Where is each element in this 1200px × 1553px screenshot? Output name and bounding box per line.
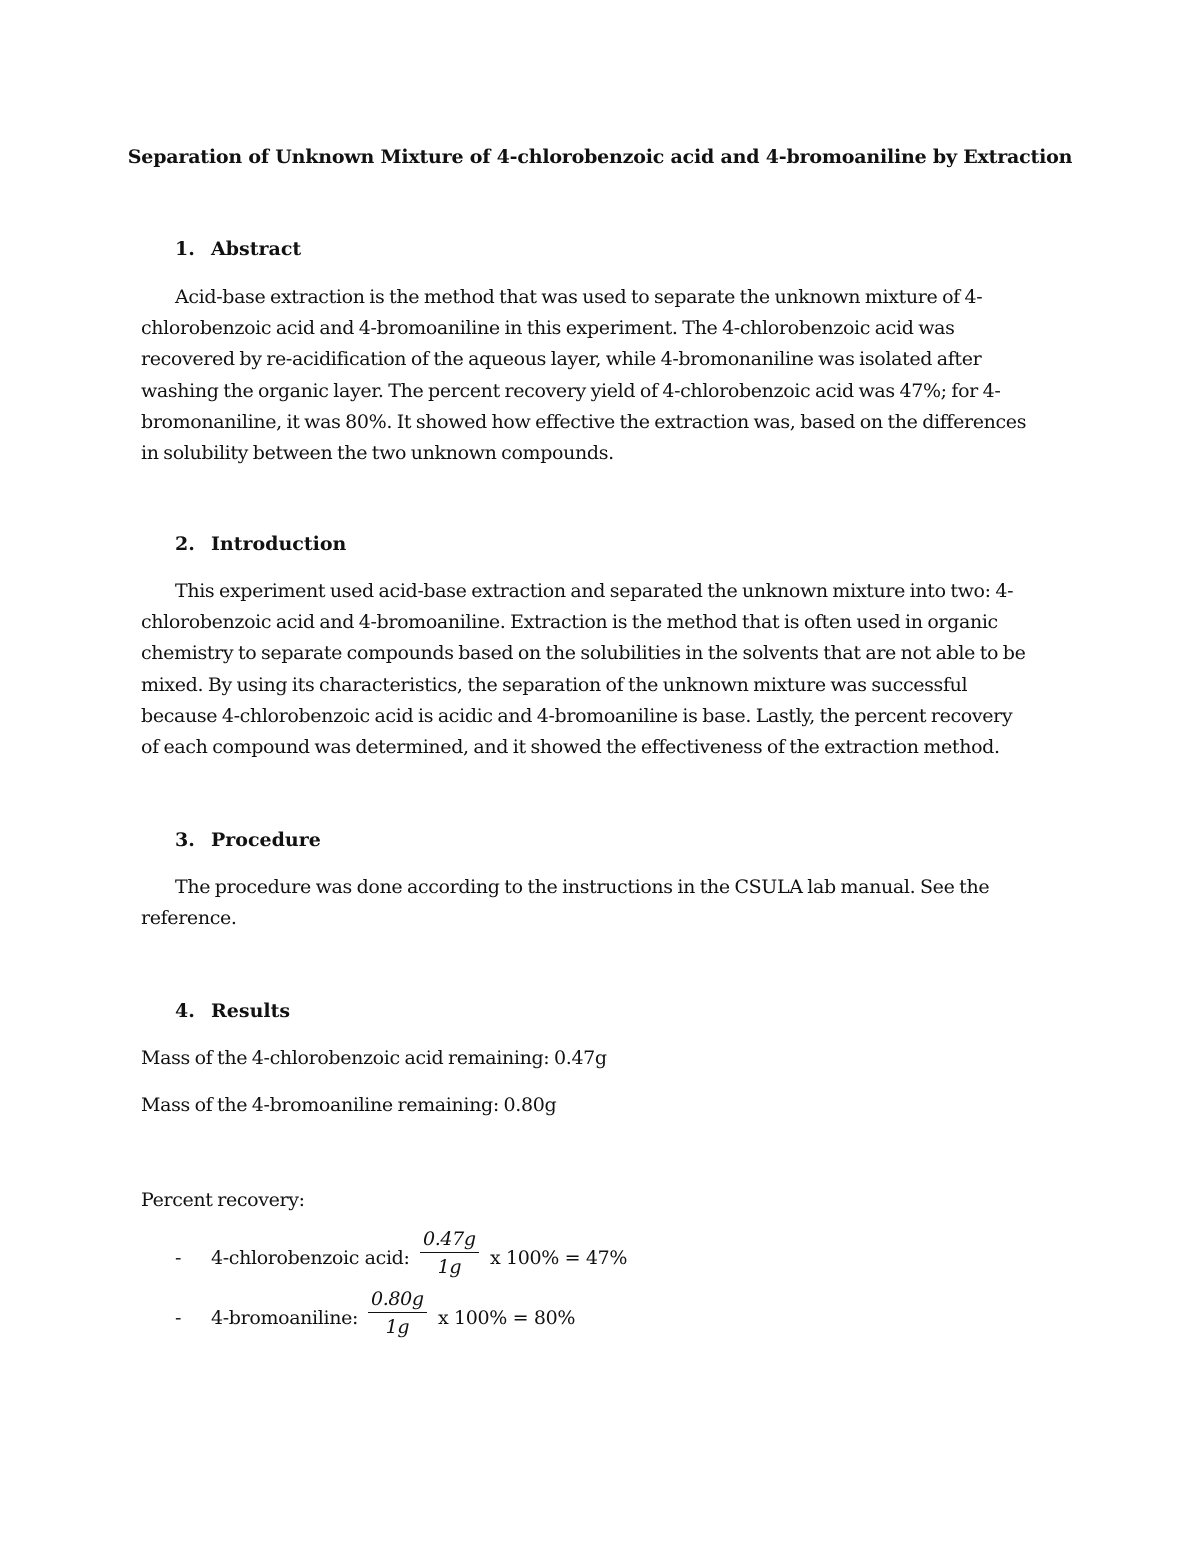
procedure-paragraph (141, 872, 1056, 934)
section-title: Introduction (211, 533, 347, 555)
fraction-numerator: 0.80g (368, 1287, 427, 1313)
abstract-paragraph (141, 282, 1056, 469)
introduction-paragraph (141, 576, 1056, 763)
recovery-item-bromoaniline (175, 1287, 675, 1347)
section-heading-results (175, 997, 290, 1025)
paragraph-line: chlorobenzoic acid and 4-bromoaniline in this experiment. The 4-chlorobenzoic acid was (141, 317, 955, 340)
paragraph-line: mixed. By using its characteristics, the separation of the unknown mixture was successful (141, 673, 968, 696)
paragraph-line: This experiment used acid-base extraction and separated the unknown mixture into two: 4- (175, 580, 1014, 602)
fraction-denominator: 1g (437, 1256, 462, 1278)
recovery-result: x 100% = 47% (490, 1247, 628, 1269)
recovery-fraction (368, 1287, 427, 1341)
recovery-fraction (420, 1227, 479, 1281)
bullet-dash: - (175, 1247, 182, 1269)
section-number: 2. (175, 533, 195, 555)
section-title: Abstract (211, 238, 302, 260)
paragraph-line: chlorobenzoic acid and 4-bromoaniline. Extraction is the method that is often used in organic (141, 611, 998, 634)
paragraph-line: reference. (141, 907, 237, 930)
section-heading-abstract (175, 235, 301, 263)
bullet-dash: - (175, 1307, 182, 1329)
paragraph-line: The procedure was done according to the instructions in the CSULA lab manual. See the (175, 876, 990, 898)
paragraph-line: recovered by re-acidification of the aqueous layer, while 4-bromonaniline was isolated after (141, 348, 982, 371)
compound-label: 4-chlorobenzoic acid: (211, 1247, 410, 1269)
mass-bromoaniline: Mass of the 4-bromoaniline remaining: 0.80g (141, 1094, 557, 1116)
fraction-numerator: 0.47g (420, 1227, 479, 1253)
recovery-item-chlorobenzoic (175, 1227, 675, 1287)
percent-recovery-label: Percent recovery: (141, 1189, 305, 1211)
compound-label: 4-bromoaniline: (211, 1307, 359, 1329)
paragraph-line: Acid-base extraction is the method that was used to separate the unknown mixture of 4- (175, 286, 983, 308)
section-number: 3. (175, 829, 195, 851)
section-number: 1. (175, 238, 195, 260)
mass-chlorobenzoic-acid: Mass of the 4-chlorobenzoic acid remaining: 0.47g (141, 1047, 607, 1069)
section-heading-procedure (175, 826, 321, 854)
section-heading-introduction (175, 530, 346, 558)
paragraph-line: washing the organic layer. The percent recovery yield of 4-chlorobenzoic acid was 47%; for 4- (141, 379, 1001, 402)
section-title: Procedure (211, 829, 321, 851)
recovery-result: x 100% = 80% (438, 1307, 576, 1329)
section-title: Results (211, 1000, 291, 1022)
document-title: Separation of Unknown Mixture of 4-chlorobenzoic acid and 4-bromoaniline by Extraction (127, 146, 1073, 168)
fraction-denominator: 1g (385, 1316, 410, 1338)
paragraph-line: chemistry to separate compounds based on the solubilities in the solvents that are not able to be (141, 642, 1026, 665)
paragraph-line: in solubility between the two unknown compounds. (141, 442, 614, 465)
paragraph-line: because 4-chlorobenzoic acid is acidic and 4-bromoaniline is base. Lastly, the percent recovery (141, 704, 1013, 727)
paragraph-line: bromonaniline, it was 80%. It showed how effective the extraction was, based on the differences (141, 410, 1027, 433)
section-number: 4. (175, 1000, 195, 1022)
paragraph-line: of each compound was determined, and it showed the effectiveness of the extraction method. (141, 736, 1000, 759)
